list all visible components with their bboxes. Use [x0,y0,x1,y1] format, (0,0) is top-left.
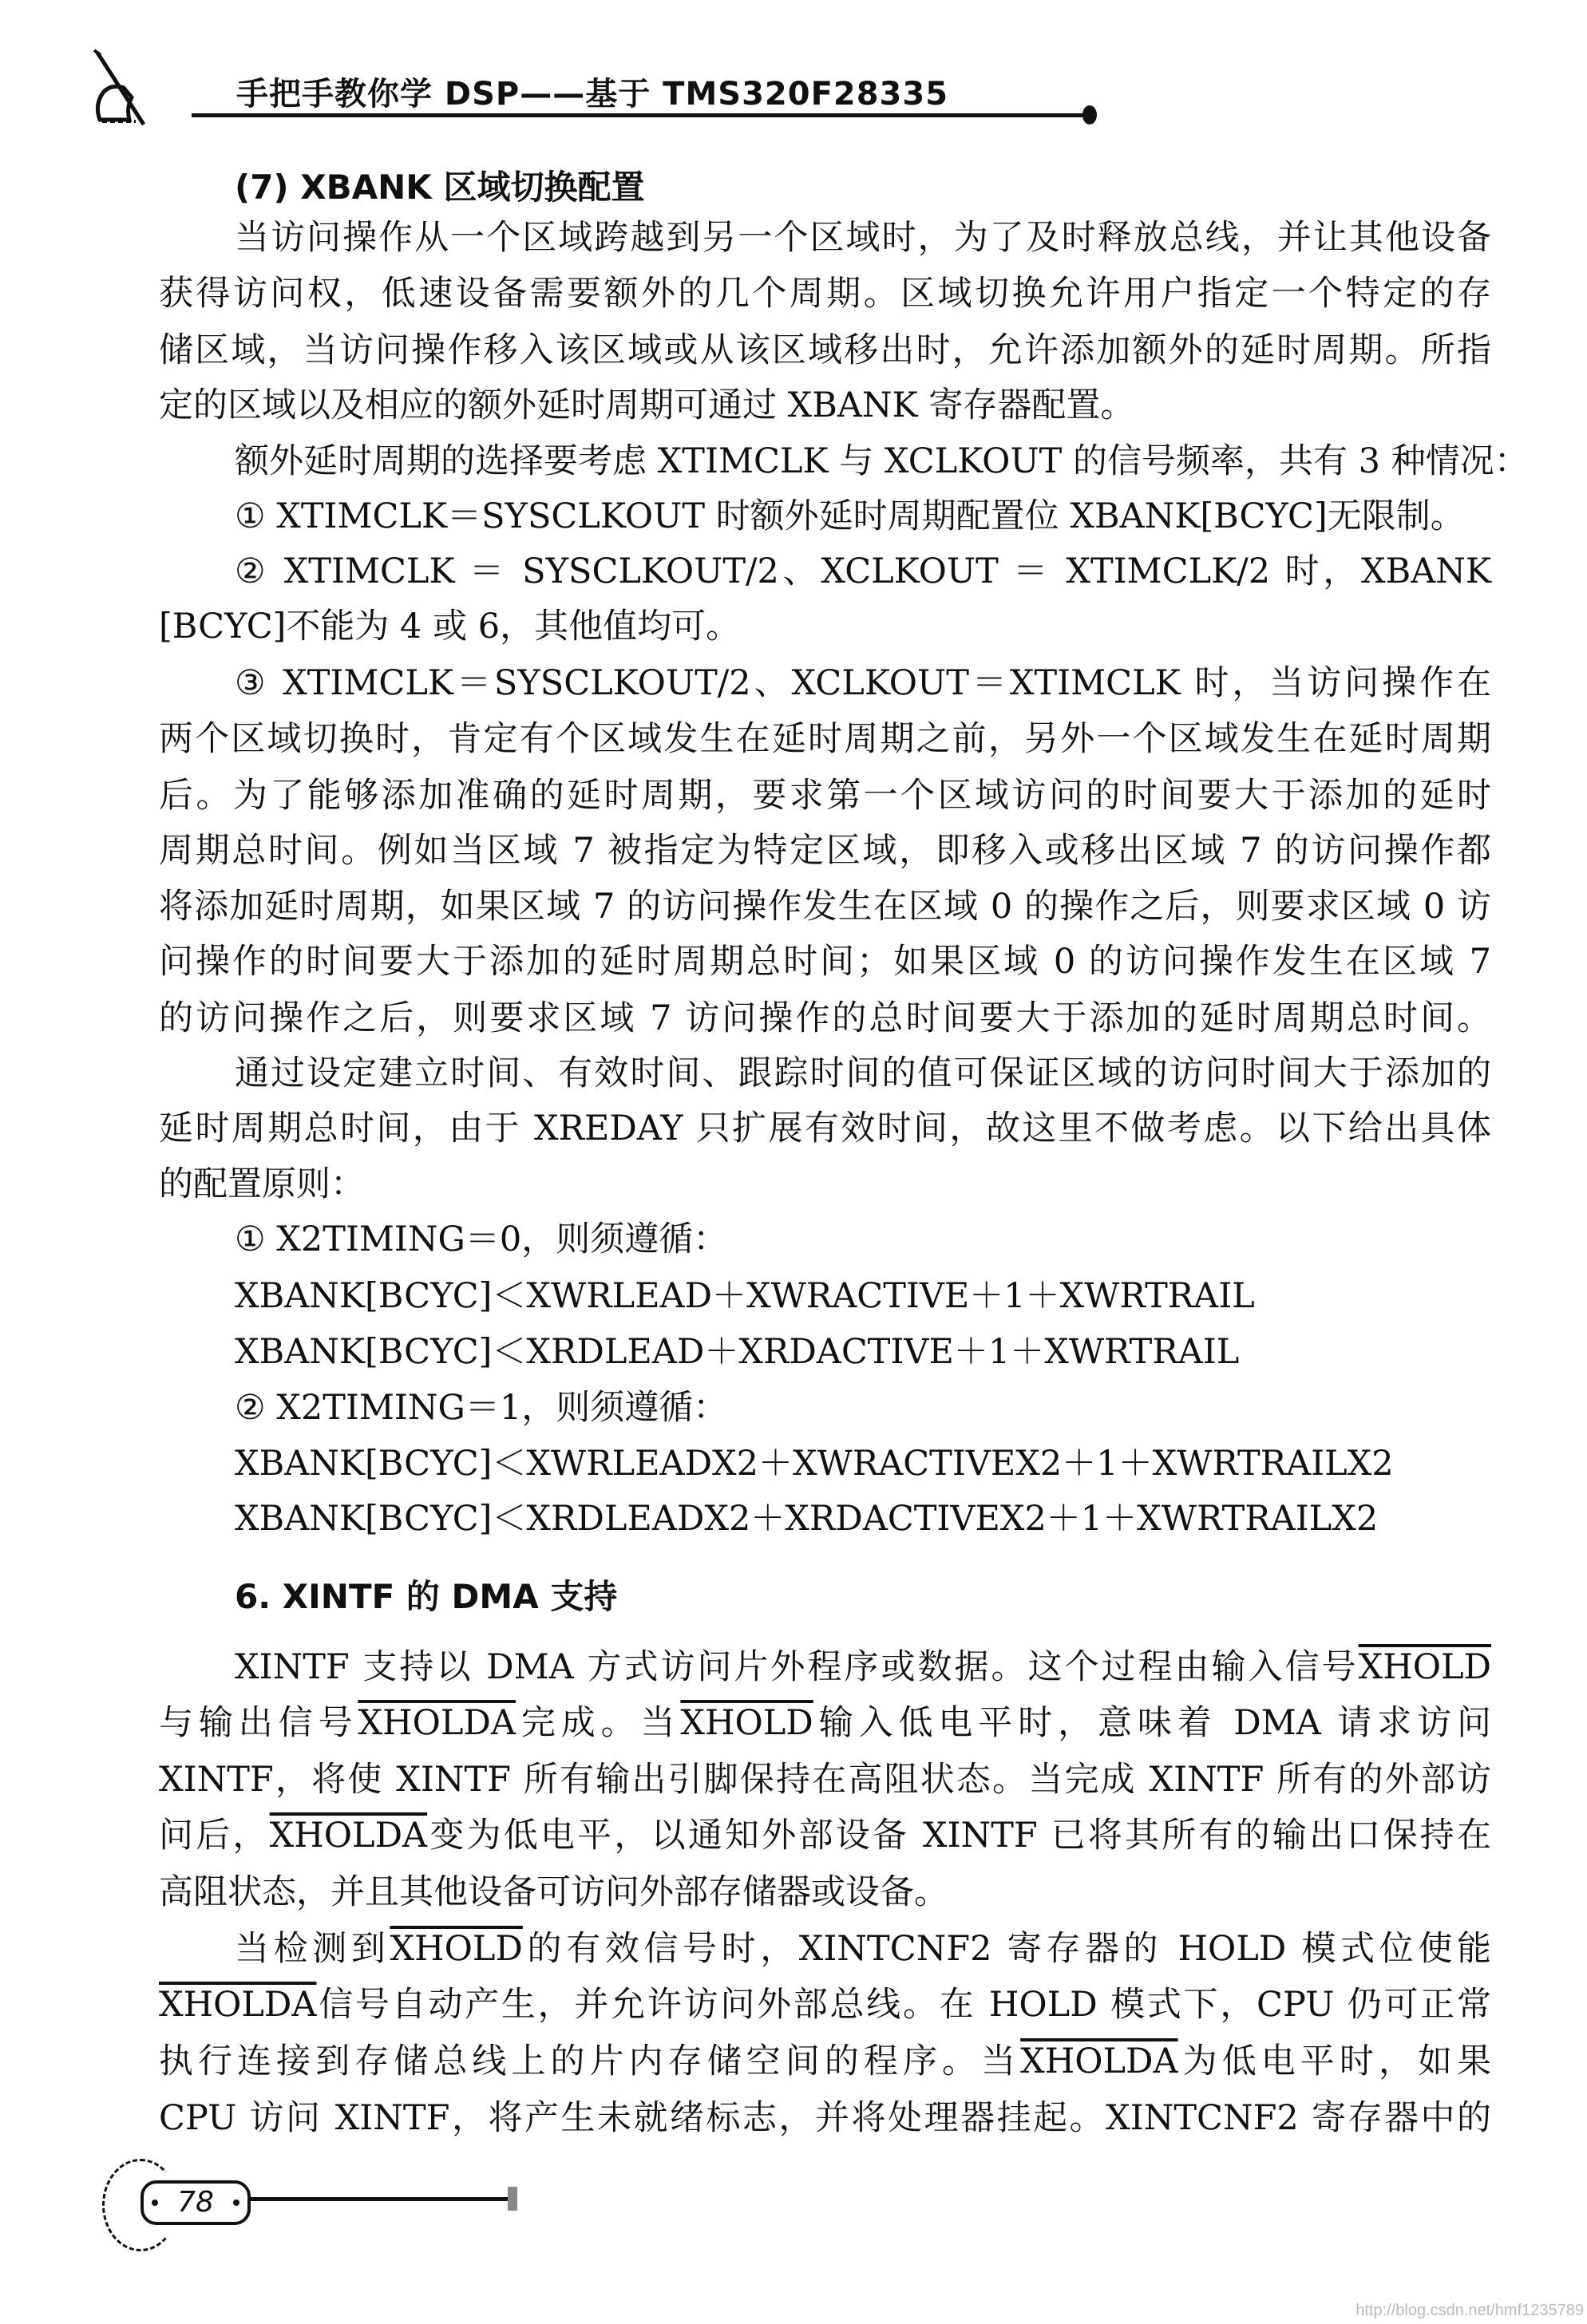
text-line [159,1162,1491,1207]
text-run: 后。为了能够添加准确的延时周期，要求第一个区域访问的时间要大于添加的延时 [159,776,1491,816]
text-line [159,717,1491,761]
text-run: 变为低电平，以通知外部设备 XINTF 已将其所有的输出口保持在 [427,1816,1492,1856]
text-line [235,215,1491,260]
text-line [159,1701,1491,1745]
pen-hand-icon [88,48,208,128]
text-line [159,996,1491,1041]
text-run: 高阻状态，并且其他设备可访问外部存储器或设备。 [159,1872,948,1912]
active-low-signal: XHOLD [390,1929,523,1969]
text-run: 问操作的时间要大于添加的延时周期总时间；如果区域 0 的访问操作发生在区域 7 [159,942,1491,982]
text-run: XBANK[BCYC]＜XRDLEAD＋XRDACTIVE＋1＋XWRTRAIL [235,1332,1240,1372]
text-run: XBANK[BCYC]＜XRDLEADX2＋XRDACTIVEX2＋1＋XWRTRAILX2 [235,1499,1379,1539]
text-line [235,494,1491,539]
active-low-signal: XHOLDA [159,1985,317,2025]
active-low-signal: XHOLDA [1020,2041,1178,2081]
text-line [159,1757,1491,1802]
text-line [235,1051,1491,1096]
text-line [235,1496,1491,1541]
text-run: 延时周期总时间，由于 XREDAY 只扩展有效时间，故这里不做考虑。以下给出具体 [159,1109,1491,1148]
text-line [159,1106,1491,1151]
text-run: ① X2TIMING＝0，则须遵循： [235,1219,728,1259]
text-run: 通过设定建立时间、有效时间、跟踪时间的值可保证区域的访问时间大于添加的 [235,1053,1491,1093]
text-run: ② X2TIMING＝1，则须遵循： [235,1388,728,1428]
text-line [159,271,1491,316]
text-line [235,1441,1491,1486]
text-run: 将添加延时周期，如果区域 7 的访问操作发生在区域 0 的操作之后，则要求区域 0 访 [159,887,1491,927]
text-run: 问后， [159,1816,270,1856]
text-run: 周期总时间。例如当区域 7 被指定为特定区域，即移入或移出区域 7 的访问操作都 [159,831,1491,871]
text-line [159,2096,1491,2140]
text-run: XBANK[BCYC]＜XWRLEADX2＋XWRACTIVEX2＋1＋XWRTRAILX2 [235,1444,1394,1484]
text-run: ② XTIMCLK ＝ SYSCLKOUT/2、XCLKOUT ＝ XTIMCLK/2 时，XBANK [235,551,1491,591]
header-rule-dot [1082,105,1097,125]
text-run: 的有效信号时，XINTCNF2 寄存器的 HOLD 模式位使能 [522,1929,1491,1969]
text-line [159,939,1491,984]
text-line [235,1645,1491,1690]
text-run: 完成。当 [515,1703,681,1743]
text-line [159,604,1491,649]
text-run: ① XTIMCLK＝SYSCLKOUT 时额外延时周期配置位 XBANK[BCYC]无限制。 [235,496,1465,536]
section-heading-xbank: (7) XBANK 区域切换配置 [235,168,645,207]
section-heading-dma: 6. XINTF 的 DMA 支持 [235,1577,618,1616]
text-run: 额外延时周期的选择要考虑 XTIMCLK 与 XCLKOUT 的信号频率，共有 3 种情况： [235,441,1529,481]
header-rule [192,113,1090,117]
text-line [159,383,1491,428]
text-run: 输入低电平时，意味着 DMA 请求访问 [813,1703,1491,1743]
text-run: 储区域，当访问操作移入该区域或从该区域移出时，允许添加额外的延时周期。所指 [159,330,1491,370]
active-low-signal: XHOLDA [269,1816,428,1856]
text-line [159,828,1491,873]
footer-rule [249,2197,513,2201]
text-line [235,549,1491,594]
footer-rule-end [508,2187,517,2211]
book-title: 手把手教你学 DSP——基于 TMS320F28335 [236,76,949,113]
text-run: 信号自动产生，并允许访问外部总线。在 HOLD 模式下，CPU 仍可正常 [316,1985,1491,2025]
text-run: 定的区域以及相应的额外延时周期可通过 XBANK 寄存器配置。 [159,385,1135,425]
text-line [159,1982,1491,2027]
text-line [159,884,1491,929]
text-run: 的配置原则： [159,1164,365,1204]
text-run: [BCYC]不能为 4 或 6，其他值均可。 [159,607,741,646]
text-line [159,1813,1491,1858]
text-line [235,1217,1491,1262]
watermark: http://blog.csdn.net/hmf1235789 [1355,2302,1584,2319]
text-run: 当检测到 [235,1929,390,1969]
text-run: 两个区域切换时，肯定有个区域发生在延时周期之前，另外一个区域发生在延时周期 [159,719,1491,759]
text-run: 当访问操作从一个区域跨越到另一个区域时，为了及时释放总线，并让其他设备 [235,218,1491,258]
text-line [235,1274,1491,1318]
text-line [159,328,1491,373]
text-line [235,1927,1491,1971]
text-run: 获得访问权，低速设备需要额外的几个周期。区域切换允许用户指定一个特定的存 [159,274,1491,314]
text-line [235,439,1529,484]
text-run: 的访问操作之后，则要求区域 7 访问操作的总时间要大于添加的延时周期总时间。 [159,998,1491,1038]
text-run: 为低电平时，如果 [1177,2041,1492,2081]
active-low-signal: XHOLD [680,1703,813,1743]
text-line [235,1330,1491,1374]
active-low-signal: XHOLD [1358,1647,1491,1687]
active-low-signal: XHOLDA [358,1703,516,1743]
text-line [159,2039,1491,2084]
text-line [159,1870,1491,1915]
text-line [159,773,1491,818]
text-run: XINTF，将使 XINTF 所有输出引脚保持在高阻状态。当完成 XINTF 所有的外部访 [159,1760,1491,1800]
text-run: ③ XTIMCLK＝SYSCLKOUT/2、XCLKOUT＝XTIMCLK 时，当访问操作在 [235,663,1491,703]
text-line [235,1385,1491,1430]
text-run: 执行连接到存储总线上的片内存储空间的程序。当 [159,2041,1021,2081]
text-run: XINTF 支持以 DMA 方式访问片外程序或数据。这个过程由输入信号 [235,1647,1359,1687]
page-number: 78 [140,2180,251,2225]
text-line [235,661,1491,706]
text-run: CPU 访问 XINTF，将产生未就绪标志，并将处理器挂起。XINTCNF2 寄存器中的 [159,2098,1491,2138]
text-run: 与输出信号 [159,1703,358,1743]
text-run: XBANK[BCYC]＜XWRLEAD＋XWRACTIVE＋1＋XWRTRAIL [235,1276,1255,1316]
